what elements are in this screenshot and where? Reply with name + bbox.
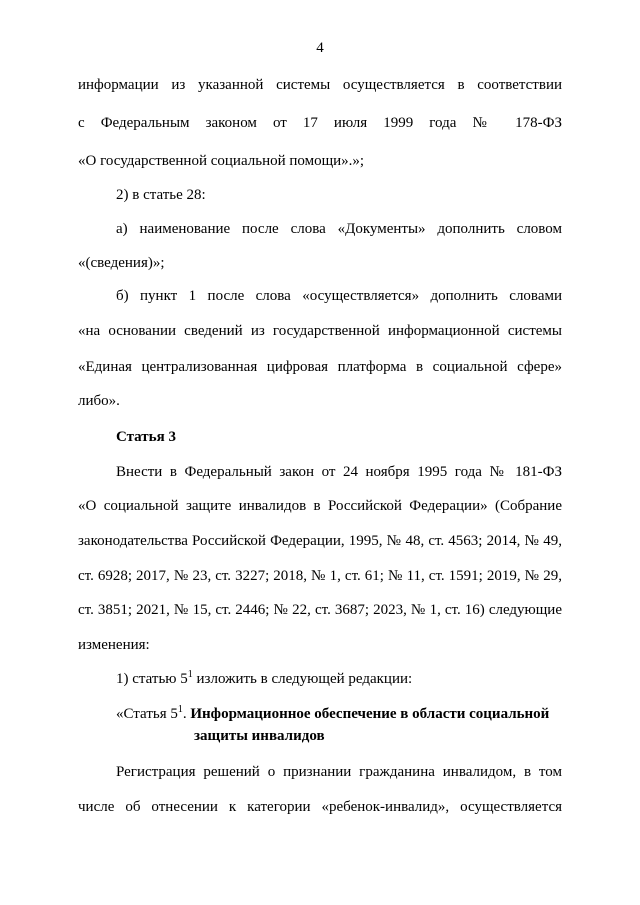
item1-text-rest: изложить в следующей редакции:	[192, 671, 413, 687]
text-line: «(сведения)»;	[78, 255, 165, 271]
heading-prefix: «Статья 5	[116, 706, 178, 722]
item1-text: 1) статью 5	[116, 671, 188, 687]
text-line: б) пункт 1 после слова «осуществляется» дополнить словами	[116, 288, 562, 304]
text-line: законодательства Российской Федерации, 1995, № 48, ст. 4563; 2014, № 49,	[78, 533, 562, 549]
text-line: информации из указанной системы осуществляется в соответствии	[78, 77, 562, 93]
list-item-1	[116, 670, 562, 692]
heading-title: Информационное обеспечение в области социальной	[190, 706, 550, 722]
text-line: «О государственной социальной помощи».»;	[78, 153, 365, 169]
text-line: Внести в Федеральный закон от 24 ноября 1995 года № 181-ФЗ	[116, 464, 562, 480]
text-line: либо».	[78, 393, 120, 409]
heading-dot: .	[182, 706, 191, 722]
text-line: а) наименование после слова «Документы» дополнить словом	[116, 221, 562, 237]
text-line: ст. 3851; 2021, № 15, ст. 2446; № 22, ст. 3687; 2023, № 1, ст. 16) следующие	[78, 602, 562, 618]
text-line: «Единая централизованная цифровая платформа в социальной сфере»	[78, 359, 562, 375]
page-number: 4	[316, 40, 324, 56]
article-3-heading: Статья 3	[116, 429, 176, 445]
text-line: ст. 6928; 2017, № 23, ст. 3227; 2018, № 1, ст. 61; № 11, ст. 1591; 2019, № 29,	[78, 568, 562, 584]
superscript: 1	[187, 670, 193, 680]
article-51-heading	[116, 705, 562, 727]
superscript: 1	[177, 705, 183, 715]
text-line: Регистрация решений о признании гражданина инвалидом, в том	[116, 764, 562, 780]
text-line: числе об отнесении к категории «ребенок-инвалид», осуществляется	[78, 799, 562, 815]
text-line: «на основании сведений из государственной информационной системы	[78, 323, 562, 339]
text-line: «О социальной защите инвалидов в Российской Федерации» (Собрание	[78, 498, 562, 514]
list-item-2: 2) в статье 28:	[116, 187, 206, 203]
text-line: изменения:	[78, 637, 150, 653]
heading-title-line2: защиты инвалидов	[194, 728, 325, 744]
text-line: с Федеральным законом от 17 июля 1999 года № 178-ФЗ	[78, 115, 562, 131]
